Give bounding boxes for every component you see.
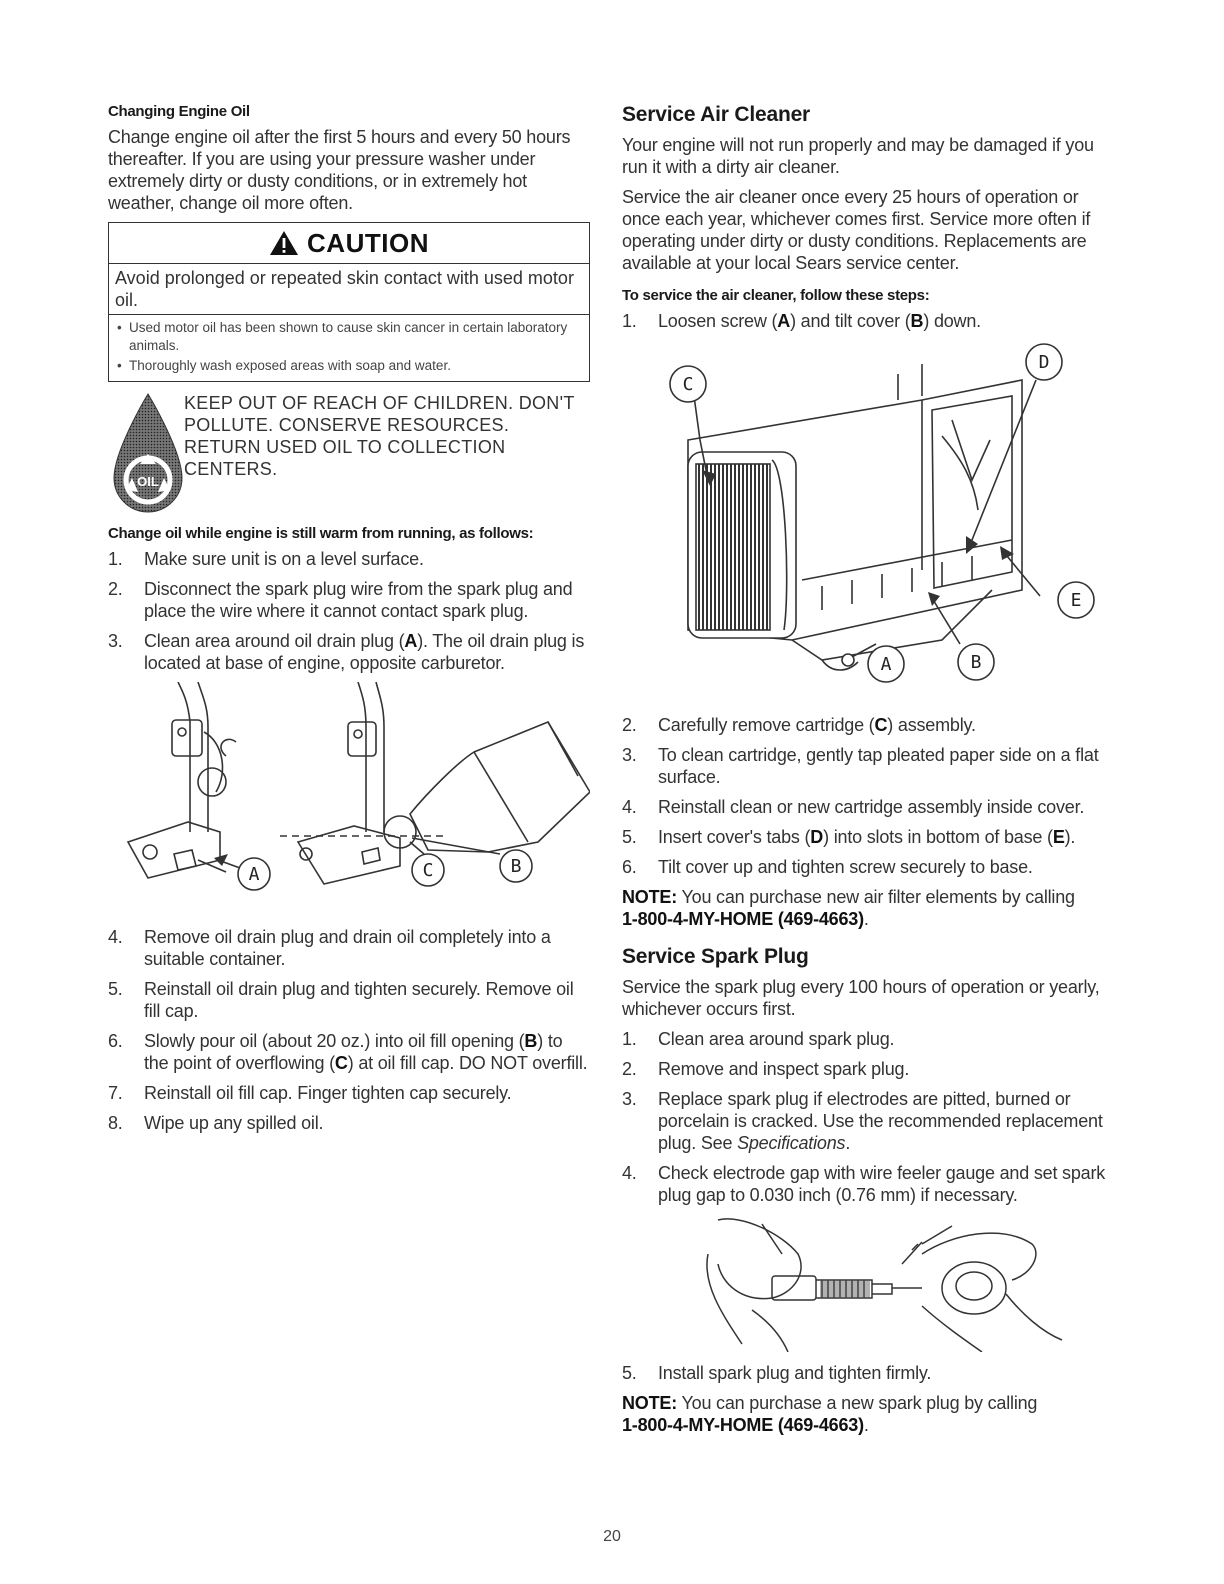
oil-drain-figure (108, 682, 590, 918)
figure-label-c: C (682, 374, 694, 395)
spark-plug-gap-figure (622, 1214, 1106, 1352)
figure-label-b: B (510, 856, 522, 877)
air-step-1-list (622, 310, 1106, 332)
figure-label-a: A (880, 654, 892, 675)
air-paragraph-2: Service the air cleaner once every 25 hours of operation or once each year, whichever comes first. Service more often if operating under dirty or dusty conditions. Replacements are available at your local Sears service center. (622, 187, 1091, 273)
figure-label-e: E (1070, 590, 1082, 611)
list-item: 2. Remove and inspect spark plug. (622, 1059, 910, 1079)
caution-header (109, 223, 589, 264)
recycle-text: KEEP OUT OF REACH OF CHILDREN. DON'T POLLUTE. CONSERVE RESOURCES. RETURN USED OIL TO COLLECTION CENTERS. (184, 393, 575, 479)
list-item: 4. Reinstall clean or new cartridge assembly inside cover. (622, 797, 1085, 817)
caution-bullet: • Used motor oil has been shown to cause skin cancer in certain laboratory animals. (115, 319, 583, 355)
oil-steps-list-a (108, 548, 590, 674)
list-item: 1. Loosen screw (A) and tilt cover (B) down. (622, 311, 981, 331)
air-cleaner-figure (622, 340, 1106, 704)
list-item: 5. Reinstall oil drain plug and tighten securely. Remove oil fill cap. (108, 979, 574, 1021)
figure-label-d: D (1038, 352, 1050, 373)
figure-label-b: B (970, 652, 982, 673)
spark-steps-list (622, 1028, 1106, 1206)
air-paragraph-1: Your engine will not run properly and may be damaged if you run it with a dirty air cleaner. (622, 135, 1094, 177)
list-item: 2. Disconnect the spark plug wire from the spark plug and place the wire where it cannot contact spark plug. (108, 579, 573, 621)
oil-steps-list-b (108, 926, 590, 1134)
list-item: 4. Check electrode gap with wire feeler gauge and set spark plug gap to 0.030 inch (0.76 mm) if necessary. (622, 1163, 1106, 1205)
list-item: 7. Reinstall oil fill cap. Finger tighten cap securely. (108, 1083, 512, 1103)
caution-title: CAUTION (307, 228, 429, 258)
air-note-phone: 1-800-4-MY-HOME (469-4663) (622, 909, 864, 929)
air-note: NOTE: You can purchase new air filter elements by calling 1-800-4-MY-HOME (469-4663). (622, 887, 1075, 929)
list-item: 4. Remove oil drain plug and drain oil completely into a suitable container. (108, 927, 551, 969)
air-steps-list (622, 714, 1106, 878)
air-procedure-title: To service the air cleaner, follow these steps: (622, 287, 930, 304)
recycle-notice (108, 392, 590, 522)
list-item: 1. Clean area around spark plug. (622, 1029, 895, 1049)
list-item: 6. Tilt cover up and tighten screw securely to base. (622, 857, 1033, 877)
caution-bullet: • Thoroughly wash exposed areas with soap and water. (115, 357, 583, 375)
caution-bullets (109, 315, 589, 381)
list-item: 5. Install spark plug and tighten firmly. (622, 1363, 932, 1383)
section-title-air-cleaner: Service Air Cleaner (622, 103, 811, 126)
caution-box (108, 222, 590, 382)
spark-intro: Service the spark plug every 100 hours of operation or yearly, whichever occurs first. (622, 977, 1100, 1019)
right-column (622, 102, 1106, 1444)
spark-note-phone: 1-800-4-MY-HOME (469-4663) (622, 1415, 864, 1435)
oil-procedure-title: Change oil while engine is still warm from running, as follows: (108, 525, 534, 542)
figure-label-a: A (248, 864, 260, 885)
list-item: 8. Wipe up any spilled oil. (108, 1113, 324, 1133)
recycle-icon-label: OIL (137, 474, 159, 489)
figure-label-c: C (422, 860, 434, 881)
section-title-changing-oil: Changing Engine Oil (108, 103, 250, 120)
list-item: 3. Clean area around oil drain plug (A). The oil drain plug is located at base of engine, opposite carburetor. (108, 631, 585, 673)
caution-lead: Avoid prolonged or repeated skin contact with used motor oil. (109, 264, 589, 315)
warning-triangle-icon (269, 227, 299, 267)
list-item: 3. Replace spark plug if electrodes are pitted, burned or porcelain is cracked. Use the recommended replacement plug. See Specifications. (622, 1089, 1103, 1153)
section-title-spark-plug: Service Spark Plug (622, 945, 809, 968)
spark-step-5-list (622, 1362, 1106, 1384)
spark-note: NOTE: You can purchase a new spark plug by calling 1-800-4-MY-HOME (469-4663). (622, 1393, 1038, 1435)
page-number: 20 (603, 1528, 621, 1545)
list-item: 1. Make sure unit is on a level surface. (108, 549, 424, 569)
list-item: 2. Carefully remove cartridge (C) assembly. (622, 715, 976, 735)
oil-intro-paragraph: Change engine oil after the first 5 hours and every 50 hours thereafter. If you are using your pressure washer under extremely dirty or dusty conditions, or in extremely hot weather, change oil more often. (108, 127, 571, 213)
list-item: 5. Insert cover's tabs (D) into slots in bottom of base (E). (622, 827, 1076, 847)
list-item: 6. Slowly pour oil (about 20 oz.) into oil fill opening (B) to the point of overflowing (C) at oil fill cap. DO NOT overfill. (108, 1031, 588, 1073)
oil-recycle-icon (108, 392, 188, 516)
left-column (108, 102, 590, 1142)
list-item: 3. To clean cartridge, gently tap pleated paper side on a flat surface. (622, 745, 1099, 787)
